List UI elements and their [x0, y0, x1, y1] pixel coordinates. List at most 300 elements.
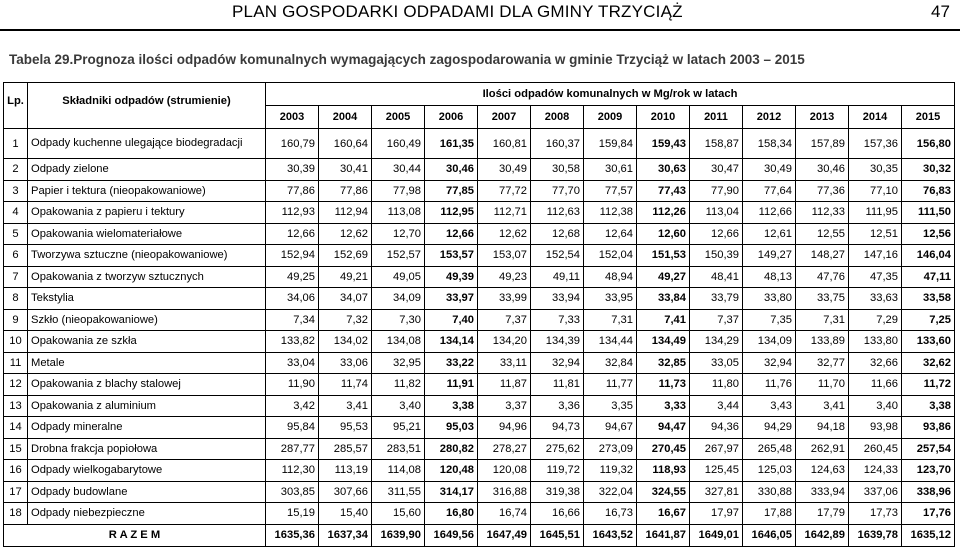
value-cell: 32,77 — [796, 352, 849, 374]
table-row — [4, 331, 955, 353]
total-value-cell: 1645,51 — [531, 524, 584, 546]
row-number: 18 — [4, 503, 28, 525]
value-cell: 94,18 — [796, 417, 849, 439]
value-cell: 12,66 — [690, 223, 743, 245]
value-cell: 114,08 — [372, 460, 425, 482]
value-cell: 77,64 — [743, 180, 796, 202]
value-cell: 32,94 — [531, 352, 584, 374]
value-cell: 17,73 — [849, 503, 902, 525]
value-cell: 112,93 — [266, 202, 319, 224]
value-cell: 49,11 — [531, 266, 584, 288]
value-cell: 260,45 — [849, 438, 902, 460]
year-header: 2014 — [849, 106, 902, 129]
value-cell: 280,82 — [425, 438, 478, 460]
value-cell: 287,77 — [266, 438, 319, 460]
year-header: 2011 — [690, 106, 743, 129]
row-number: 7 — [4, 266, 28, 288]
value-cell: 112,33 — [796, 202, 849, 224]
year-header: 2015 — [902, 106, 955, 129]
value-cell: 17,76 — [902, 503, 955, 525]
value-cell: 12,56 — [902, 223, 955, 245]
table-row — [4, 503, 955, 525]
value-cell: 17,97 — [690, 503, 743, 525]
value-cell: 7,33 — [531, 309, 584, 331]
value-cell: 147,16 — [849, 245, 902, 267]
row-number: 2 — [4, 159, 28, 181]
value-cell: 49,27 — [637, 266, 690, 288]
component-name: Odpady mineralne — [28, 417, 266, 439]
value-cell: 30,44 — [372, 159, 425, 181]
value-cell: 123,70 — [902, 460, 955, 482]
value-cell: 77,43 — [637, 180, 690, 202]
value-cell: 303,85 — [266, 481, 319, 503]
value-cell: 11,72 — [902, 374, 955, 396]
row-number: 9 — [4, 309, 28, 331]
value-cell: 119,72 — [531, 460, 584, 482]
value-cell: 30,46 — [796, 159, 849, 181]
table-row — [4, 223, 955, 245]
value-cell: 150,39 — [690, 245, 743, 267]
value-cell: 30,49 — [478, 159, 531, 181]
value-cell: 322,04 — [584, 481, 637, 503]
component-name: Opakowania z blachy stalowej — [28, 374, 266, 396]
value-cell: 7,30 — [372, 309, 425, 331]
value-cell: 124,33 — [849, 460, 902, 482]
value-cell: 3,40 — [849, 395, 902, 417]
value-cell: 32,62 — [902, 352, 955, 374]
value-cell: 12,60 — [637, 223, 690, 245]
value-cell: 47,35 — [849, 266, 902, 288]
value-cell: 11,74 — [319, 374, 372, 396]
row-number: 15 — [4, 438, 28, 460]
total-value-cell: 1649,01 — [690, 524, 743, 546]
table-row — [4, 266, 955, 288]
value-cell: 12,66 — [266, 223, 319, 245]
value-cell: 77,57 — [584, 180, 637, 202]
value-cell: 77,90 — [690, 180, 743, 202]
year-header: 2004 — [319, 106, 372, 129]
value-cell: 158,87 — [690, 129, 743, 159]
value-cell: 33,05 — [690, 352, 743, 374]
year-header: 2005 — [372, 106, 425, 129]
value-cell: 3,41 — [319, 395, 372, 417]
value-cell: 285,57 — [319, 438, 372, 460]
table-row — [4, 180, 955, 202]
value-cell: 112,71 — [478, 202, 531, 224]
value-cell: 17,79 — [796, 503, 849, 525]
value-cell: 307,66 — [319, 481, 372, 503]
value-cell: 94,29 — [743, 417, 796, 439]
value-cell: 134,29 — [690, 331, 743, 353]
value-cell: 134,09 — [743, 331, 796, 353]
value-cell: 93,98 — [849, 417, 902, 439]
table-body — [4, 129, 955, 547]
value-cell: 111,95 — [849, 202, 902, 224]
col-header-group: Ilości odpadów komunalnych w Mg/rok w latach — [266, 83, 955, 106]
value-cell: 148,27 — [796, 245, 849, 267]
component-name: Odpady budowlane — [28, 481, 266, 503]
component-name: Opakowania ze szkła — [28, 331, 266, 353]
value-cell: 94,96 — [478, 417, 531, 439]
value-cell: 283,51 — [372, 438, 425, 460]
value-cell: 30,35 — [849, 159, 902, 181]
value-cell: 33,80 — [743, 288, 796, 310]
row-number: 8 — [4, 288, 28, 310]
value-cell: 12,55 — [796, 223, 849, 245]
value-cell: 156,80 — [902, 129, 955, 159]
component-name: Odpady kuchenne ulegające biodegradacji — [28, 129, 266, 159]
table-row — [4, 438, 955, 460]
value-cell: 124,63 — [796, 460, 849, 482]
value-cell: 12,61 — [743, 223, 796, 245]
page-header — [0, 0, 960, 30]
value-cell: 134,20 — [478, 331, 531, 353]
total-label: R A Z E M — [4, 524, 266, 546]
value-cell: 3,38 — [425, 395, 478, 417]
table-row — [4, 395, 955, 417]
table-row — [4, 417, 955, 439]
value-cell: 151,53 — [637, 245, 690, 267]
component-name: Szkło (nieopakowaniowe) — [28, 309, 266, 331]
value-cell: 120,48 — [425, 460, 478, 482]
value-cell: 30,41 — [319, 159, 372, 181]
component-name: Metale — [28, 352, 266, 374]
year-header: 2010 — [637, 106, 690, 129]
year-header: 2003 — [266, 106, 319, 129]
value-cell: 3,38 — [902, 395, 955, 417]
table-header-row — [4, 83, 955, 106]
row-number: 3 — [4, 180, 28, 202]
value-cell: 112,95 — [425, 202, 478, 224]
value-cell: 159,84 — [584, 129, 637, 159]
value-cell: 30,39 — [266, 159, 319, 181]
value-cell: 157,89 — [796, 129, 849, 159]
value-cell: 134,02 — [319, 331, 372, 353]
value-cell: 49,25 — [266, 266, 319, 288]
value-cell: 94,36 — [690, 417, 743, 439]
value-cell: 33,84 — [637, 288, 690, 310]
component-name: Opakowania wielomateriałowe — [28, 223, 266, 245]
value-cell: 11,66 — [849, 374, 902, 396]
value-cell: 3,40 — [372, 395, 425, 417]
value-cell: 32,95 — [372, 352, 425, 374]
value-cell: 7,25 — [902, 309, 955, 331]
value-cell: 12,62 — [319, 223, 372, 245]
value-cell: 95,21 — [372, 417, 425, 439]
value-cell: 7,40 — [425, 309, 478, 331]
value-cell: 47,11 — [902, 266, 955, 288]
value-cell: 257,54 — [902, 438, 955, 460]
value-cell: 7,29 — [849, 309, 902, 331]
value-cell: 113,08 — [372, 202, 425, 224]
value-cell: 152,94 — [266, 245, 319, 267]
value-cell: 112,63 — [531, 202, 584, 224]
value-cell: 316,88 — [478, 481, 531, 503]
value-cell: 33,58 — [902, 288, 955, 310]
value-cell: 153,07 — [478, 245, 531, 267]
value-cell: 76,83 — [902, 180, 955, 202]
year-header: 2006 — [425, 106, 478, 129]
value-cell: 11,91 — [425, 374, 478, 396]
value-cell: 273,09 — [584, 438, 637, 460]
value-cell: 125,03 — [743, 460, 796, 482]
value-cell: 7,31 — [584, 309, 637, 331]
value-cell: 33,75 — [796, 288, 849, 310]
value-cell: 160,37 — [531, 129, 584, 159]
value-cell: 146,04 — [902, 245, 955, 267]
value-cell: 7,37 — [690, 309, 743, 331]
value-cell: 152,69 — [319, 245, 372, 267]
value-cell: 158,34 — [743, 129, 796, 159]
total-value-cell: 1642,89 — [796, 524, 849, 546]
value-cell: 49,21 — [319, 266, 372, 288]
value-cell: 16,73 — [584, 503, 637, 525]
value-cell: 278,27 — [478, 438, 531, 460]
value-cell: 324,55 — [637, 481, 690, 503]
value-cell: 77,86 — [319, 180, 372, 202]
value-cell: 15,40 — [319, 503, 372, 525]
value-cell: 267,97 — [690, 438, 743, 460]
value-cell: 95,84 — [266, 417, 319, 439]
value-cell: 33,94 — [531, 288, 584, 310]
row-number: 14 — [4, 417, 28, 439]
value-cell: 333,94 — [796, 481, 849, 503]
value-cell: 3,35 — [584, 395, 637, 417]
total-value-cell: 1639,90 — [372, 524, 425, 546]
row-number: 17 — [4, 481, 28, 503]
value-cell: 48,94 — [584, 266, 637, 288]
value-cell: 30,58 — [531, 159, 584, 181]
value-cell: 32,84 — [584, 352, 637, 374]
value-cell: 7,35 — [743, 309, 796, 331]
value-cell: 49,23 — [478, 266, 531, 288]
value-cell: 15,60 — [372, 503, 425, 525]
value-cell: 112,38 — [584, 202, 637, 224]
value-cell: 32,85 — [637, 352, 690, 374]
row-number: 5 — [4, 223, 28, 245]
table-row — [4, 129, 955, 159]
row-number: 12 — [4, 374, 28, 396]
row-number: 13 — [4, 395, 28, 417]
component-name: Opakowania z papieru i tektury — [28, 202, 266, 224]
value-cell: 133,60 — [902, 331, 955, 353]
value-cell: 11,81 — [531, 374, 584, 396]
value-cell: 48,13 — [743, 266, 796, 288]
value-cell: 48,41 — [690, 266, 743, 288]
value-cell: 152,57 — [372, 245, 425, 267]
value-cell: 7,32 — [319, 309, 372, 331]
value-cell: 134,08 — [372, 331, 425, 353]
value-cell: 11,76 — [743, 374, 796, 396]
value-cell: 113,04 — [690, 202, 743, 224]
value-cell: 113,19 — [319, 460, 372, 482]
component-name: Odpady niebezpieczne — [28, 503, 266, 525]
total-row — [4, 524, 955, 546]
table-row — [4, 374, 955, 396]
value-cell: 160,64 — [319, 129, 372, 159]
table-row — [4, 309, 955, 331]
total-value-cell: 1637,34 — [319, 524, 372, 546]
year-header: 2009 — [584, 106, 637, 129]
value-cell: 30,63 — [637, 159, 690, 181]
value-cell: 32,94 — [743, 352, 796, 374]
value-cell: 7,37 — [478, 309, 531, 331]
value-cell: 30,61 — [584, 159, 637, 181]
waste-forecast-table — [3, 82, 955, 547]
component-name: Drobna frakcja popiołowa — [28, 438, 266, 460]
value-cell: 112,66 — [743, 202, 796, 224]
value-cell: 33,97 — [425, 288, 478, 310]
value-cell: 95,03 — [425, 417, 478, 439]
row-number: 4 — [4, 202, 28, 224]
value-cell: 30,46 — [425, 159, 478, 181]
table-row — [4, 159, 955, 181]
component-name: Odpady wielkogabarytowe — [28, 460, 266, 482]
component-name: Opakowania z tworzyw sztucznych — [28, 266, 266, 288]
total-value-cell: 1635,36 — [266, 524, 319, 546]
component-name: Odpady zielone — [28, 159, 266, 181]
total-value-cell: 1646,05 — [743, 524, 796, 546]
table-caption: Tabela 29.Prognoza ilości odpadów komunalnych wymagających zagospodarowania w gminie Trzyciąż w latach 2003 – 2015 — [9, 52, 805, 67]
table-row — [4, 202, 955, 224]
year-header: 2012 — [743, 106, 796, 129]
value-cell: 12,70 — [372, 223, 425, 245]
value-cell: 49,39 — [425, 266, 478, 288]
value-cell: 30,47 — [690, 159, 743, 181]
value-cell: 12,62 — [478, 223, 531, 245]
value-cell: 159,43 — [637, 129, 690, 159]
value-cell: 77,72 — [478, 180, 531, 202]
value-cell: 125,45 — [690, 460, 743, 482]
value-cell: 327,81 — [690, 481, 743, 503]
table-row — [4, 352, 955, 374]
value-cell: 94,47 — [637, 417, 690, 439]
value-cell: 30,49 — [743, 159, 796, 181]
value-cell: 7,34 — [266, 309, 319, 331]
row-number: 11 — [4, 352, 28, 374]
value-cell: 262,91 — [796, 438, 849, 460]
value-cell: 77,86 — [266, 180, 319, 202]
value-cell: 12,66 — [425, 223, 478, 245]
value-cell: 270,45 — [637, 438, 690, 460]
value-cell: 157,36 — [849, 129, 902, 159]
value-cell: 11,90 — [266, 374, 319, 396]
value-cell: 77,36 — [796, 180, 849, 202]
value-cell: 94,73 — [531, 417, 584, 439]
value-cell: 49,05 — [372, 266, 425, 288]
table-row — [4, 288, 955, 310]
value-cell: 118,93 — [637, 460, 690, 482]
value-cell: 152,04 — [584, 245, 637, 267]
total-value-cell: 1635,12 — [902, 524, 955, 546]
value-cell: 3,41 — [796, 395, 849, 417]
header-rule — [0, 29, 960, 31]
value-cell: 133,89 — [796, 331, 849, 353]
value-cell: 17,88 — [743, 503, 796, 525]
table-row — [4, 245, 955, 267]
value-cell: 160,81 — [478, 129, 531, 159]
table-row — [4, 460, 955, 482]
value-cell: 311,55 — [372, 481, 425, 503]
value-cell: 32,66 — [849, 352, 902, 374]
value-cell: 7,41 — [637, 309, 690, 331]
value-cell: 11,82 — [372, 374, 425, 396]
value-cell: 337,06 — [849, 481, 902, 503]
value-cell: 3,33 — [637, 395, 690, 417]
value-cell: 11,87 — [478, 374, 531, 396]
table-row — [4, 481, 955, 503]
value-cell: 95,53 — [319, 417, 372, 439]
value-cell: 77,10 — [849, 180, 902, 202]
value-cell: 33,06 — [319, 352, 372, 374]
value-cell: 33,63 — [849, 288, 902, 310]
value-cell: 338,96 — [902, 481, 955, 503]
value-cell: 12,64 — [584, 223, 637, 245]
year-header: 2007 — [478, 106, 531, 129]
value-cell: 11,77 — [584, 374, 637, 396]
value-cell: 3,37 — [478, 395, 531, 417]
value-cell: 3,42 — [266, 395, 319, 417]
value-cell: 3,36 — [531, 395, 584, 417]
component-name: Papier i tektura (nieopakowaniowe) — [28, 180, 266, 202]
year-header: 2008 — [531, 106, 584, 129]
value-cell: 34,09 — [372, 288, 425, 310]
col-header-component: Składniki odpadów (strumienie) — [28, 83, 266, 129]
value-cell: 152,54 — [531, 245, 584, 267]
value-cell: 33,04 — [266, 352, 319, 374]
value-cell: 160,79 — [266, 129, 319, 159]
component-name: Tekstylia — [28, 288, 266, 310]
value-cell: 15,19 — [266, 503, 319, 525]
row-number: 10 — [4, 331, 28, 353]
value-cell: 133,80 — [849, 331, 902, 353]
value-cell: 319,38 — [531, 481, 584, 503]
value-cell: 33,79 — [690, 288, 743, 310]
value-cell: 119,32 — [584, 460, 637, 482]
value-cell: 34,07 — [319, 288, 372, 310]
value-cell: 314,17 — [425, 481, 478, 503]
component-name: Tworzywa sztuczne (nieopakowaniowe) — [28, 245, 266, 267]
col-header-lp: Lp. — [4, 83, 28, 129]
row-number: 6 — [4, 245, 28, 267]
value-cell: 153,57 — [425, 245, 478, 267]
value-cell: 11,70 — [796, 374, 849, 396]
row-number: 16 — [4, 460, 28, 482]
value-cell: 3,44 — [690, 395, 743, 417]
value-cell: 134,39 — [531, 331, 584, 353]
value-cell: 275,62 — [531, 438, 584, 460]
value-cell: 16,80 — [425, 503, 478, 525]
value-cell: 94,67 — [584, 417, 637, 439]
value-cell: 330,88 — [743, 481, 796, 503]
value-cell: 112,94 — [319, 202, 372, 224]
value-cell: 16,67 — [637, 503, 690, 525]
value-cell: 7,31 — [796, 309, 849, 331]
value-cell: 77,98 — [372, 180, 425, 202]
total-value-cell: 1643,52 — [584, 524, 637, 546]
row-number: 1 — [4, 129, 28, 159]
value-cell: 77,70 — [531, 180, 584, 202]
value-cell: 47,76 — [796, 266, 849, 288]
component-name: Opakowania z aluminium — [28, 395, 266, 417]
value-cell: 93,86 — [902, 417, 955, 439]
total-value-cell: 1639,78 — [849, 524, 902, 546]
total-value-cell: 1641,87 — [637, 524, 690, 546]
value-cell: 33,11 — [478, 352, 531, 374]
value-cell: 111,50 — [902, 202, 955, 224]
value-cell: 134,44 — [584, 331, 637, 353]
value-cell: 133,82 — [266, 331, 319, 353]
